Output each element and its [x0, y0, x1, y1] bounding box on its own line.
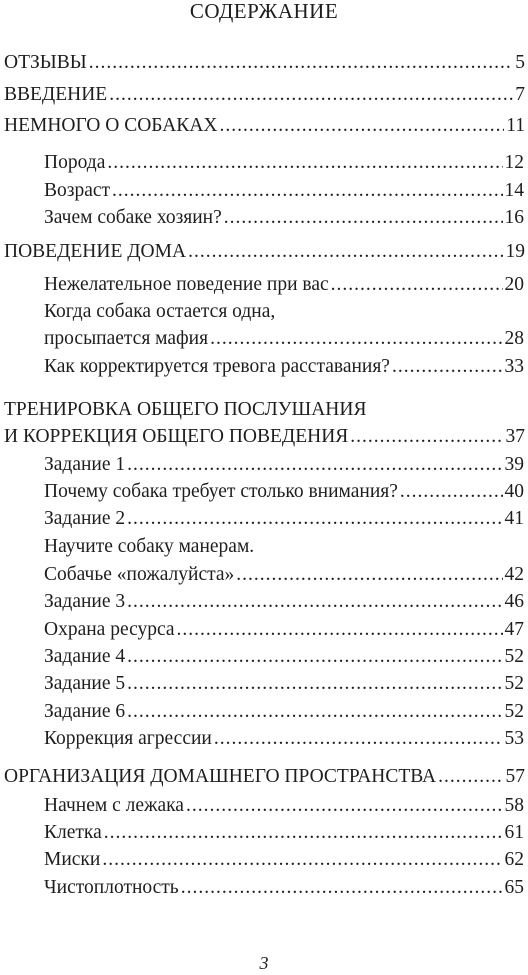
dot-leader	[127, 506, 502, 532]
toc-page-number: 52	[504, 646, 524, 667]
toc-page-number: 12	[504, 152, 524, 173]
toc-entry-title: НЕМНОГО О СОБАКАХ	[4, 115, 218, 136]
toc-entry	[4, 113, 525, 139]
toc-subentry	[44, 150, 524, 176]
page-number: 3	[259, 953, 269, 973]
toc-page-number: 52	[504, 673, 524, 694]
toc-entry-title: Зачем собаке хозяин?	[44, 207, 222, 228]
toc-entry-title: Клетка	[44, 822, 102, 843]
toc-subentry-line: Научите собаку манерам.	[44, 536, 255, 557]
toc-page-number: 20	[504, 274, 524, 295]
toc-subentry	[44, 726, 524, 752]
toc-entry-title: Начнем с лежака	[44, 795, 184, 816]
toc-subentry	[44, 671, 524, 697]
dot-leader	[438, 764, 503, 790]
toc-entry-title: И КОРРЕКЦИЯ ОБЩЕГО ПОВЕДЕНИЯ	[4, 426, 349, 447]
dot-leader	[331, 272, 503, 298]
toc-page-number: 65	[504, 877, 524, 898]
toc-page-number: 5	[515, 52, 525, 73]
dot-leader	[112, 178, 502, 204]
dot-leader	[127, 589, 502, 615]
toc-page-number: 16	[504, 207, 524, 228]
toc-entry-title: Как корректируется тревога расставания?	[44, 356, 390, 377]
toc-page-number: 53	[504, 728, 524, 749]
toc-subentry	[44, 326, 524, 352]
toc-page-number: 62	[504, 849, 524, 870]
toc-entry-title: Задание 1	[44, 454, 126, 475]
toc-entry	[4, 764, 525, 790]
dot-leader	[350, 424, 503, 450]
dot-leader	[127, 699, 502, 725]
toc-entry-title: Почему собака требует столько внимания?	[44, 481, 398, 502]
toc-entry-title: Чистоплотность	[44, 877, 179, 898]
toc-page-number: 14	[504, 180, 524, 201]
toc-subentry	[44, 354, 524, 380]
toc-page-number: 61	[504, 822, 524, 843]
toc-entry	[4, 50, 525, 76]
toc-entry-title: Задание 4	[44, 646, 126, 667]
toc-subentry	[44, 793, 524, 819]
toc-entry-title: ВВЕДЕНИЕ	[4, 84, 108, 105]
toc-page-number: 37	[505, 426, 525, 447]
dot-leader	[400, 479, 503, 505]
toc-page-number: 47	[504, 619, 524, 640]
dot-leader	[104, 820, 503, 846]
toc-entry-title: ОРГАНИЗАЦИЯ ДОМАШНЕГО ПРОСТРАНСТВА	[4, 766, 437, 787]
dot-leader	[177, 617, 503, 643]
toc-page-number: 57	[505, 766, 525, 787]
toc-entry-title: Нежелательное поведение при вас	[44, 274, 329, 295]
dot-leader	[214, 726, 503, 752]
dot-leader	[127, 671, 502, 697]
toc-page-number: 58	[504, 795, 524, 816]
toc-page-number: 46	[504, 591, 524, 612]
dot-leader	[236, 562, 502, 588]
toc-entry-title: ОТЗЫВЫ	[4, 52, 87, 73]
toc-entry-title: Задание 3	[44, 591, 126, 612]
dot-leader	[102, 847, 502, 873]
toc-entry-title: Возраст	[44, 180, 111, 201]
toc-subentry	[44, 452, 524, 478]
toc-entry-title: Задание 6	[44, 701, 126, 722]
toc-subentry	[44, 847, 524, 873]
toc-entry-line: ТРЕНИРОВКА ОБЩЕГО ПОСЛУШАНИЯ	[4, 399, 367, 420]
toc-entry-title: Собачье «пожалуйста»	[44, 564, 235, 585]
toc-entry	[4, 239, 525, 265]
toc-entry-title: Миски	[44, 849, 101, 870]
dot-leader	[392, 354, 503, 380]
toc-page-number: 52	[504, 701, 524, 722]
toc-page-number: 42	[504, 564, 524, 585]
toc-page-number: 39	[504, 454, 524, 475]
toc-subentry	[44, 875, 524, 901]
toc-entry	[4, 424, 525, 450]
toc-subentry-line: Когда собака остается одна,	[44, 301, 276, 322]
toc-entry-title: Задание 2	[44, 508, 126, 529]
toc-subentry	[44, 272, 524, 298]
toc-page-number: 11	[506, 115, 525, 136]
toc-subentry	[44, 617, 524, 643]
toc-subentry	[44, 699, 524, 725]
toc-entry-title: ПОВЕДЕНИЕ ДОМА	[4, 241, 187, 262]
toc-entry-title: просыпается мафия	[44, 328, 209, 349]
toc-entry	[4, 82, 525, 108]
toc-entry-title: Порода	[44, 152, 106, 173]
toc-subentry	[44, 562, 524, 588]
toc-page-number: 41	[504, 508, 524, 529]
dot-leader	[188, 239, 503, 265]
toc-subentry	[44, 205, 524, 231]
dot-leader	[181, 875, 503, 901]
toc-subentry	[44, 644, 524, 670]
toc-page-number: 40	[504, 481, 524, 502]
toc-subentry	[44, 506, 524, 532]
dot-leader	[127, 644, 502, 670]
toc-page-number: 19	[505, 241, 525, 262]
toc-entry-title: Охрана ресурса	[44, 619, 175, 640]
toc-subentry	[44, 479, 524, 505]
dot-leader	[219, 113, 504, 139]
dot-leader	[210, 326, 502, 352]
toc-page-number: 28	[504, 328, 524, 349]
toc-subentry	[44, 589, 524, 615]
toc-entry-title: Коррекция агрессии	[44, 728, 212, 749]
toc-subentry	[44, 178, 524, 204]
page-title: СОДЕРЖАНИЕ	[189, 0, 339, 23]
dot-leader	[186, 793, 503, 819]
toc-subentry	[44, 820, 524, 846]
dot-leader	[127, 452, 502, 478]
toc-page-number: 7	[515, 84, 525, 105]
dot-leader	[224, 205, 503, 231]
dot-leader	[89, 50, 513, 76]
toc-entry-title: Задание 5	[44, 673, 126, 694]
dot-leader	[109, 82, 513, 108]
dot-leader	[107, 150, 502, 176]
toc-page-number: 33	[504, 356, 524, 377]
